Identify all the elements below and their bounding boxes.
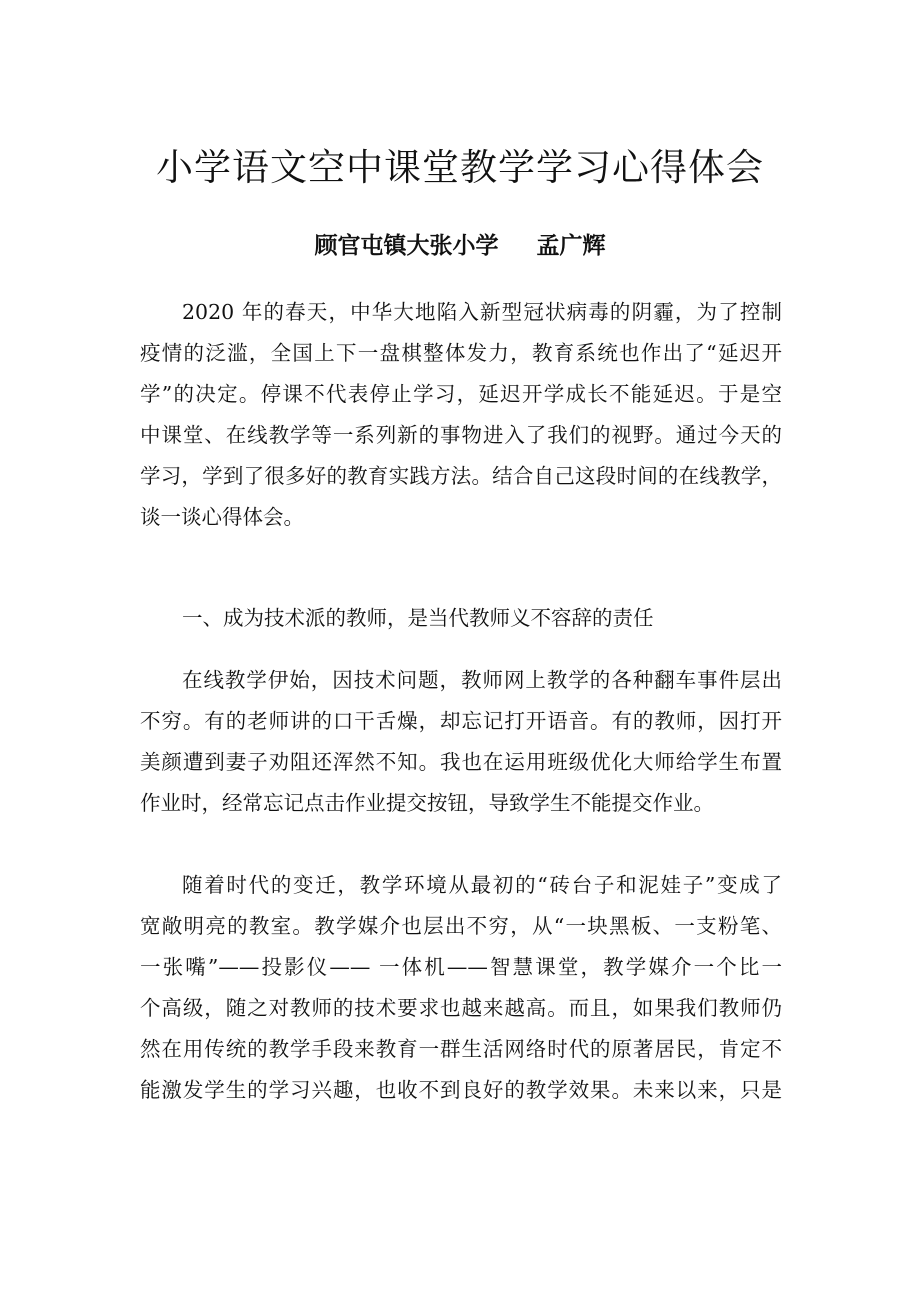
paragraph-line: 学”的决定。停课不代表停止学习，延迟开学成长不能延迟。于是空 (140, 382, 782, 406)
paragraph-line: 2020 年的春天，中华大地陷入新型冠状病毒的阴霾，为了控制 (182, 300, 782, 324)
paragraph-line: 在线教学伊始，因技术问题，教师网上教学的各种翻车事件层出 (182, 668, 782, 692)
paragraph-line: 一张嘴”——投影仪—— 一体机——智慧课堂，教学媒介一个比一 (140, 955, 782, 979)
paragraph-intro (140, 292, 782, 538)
paragraph-line: 谈一谈心得体会。 (140, 505, 304, 529)
paragraph-line: 美颜遭到妻子劝阻还浑然不知。我也在运用班级优化大师给学生布置 (140, 750, 782, 774)
paragraph-media-evolution (140, 865, 782, 1111)
section-heading (140, 598, 782, 639)
author-name: 孟广辉 (536, 233, 606, 259)
paragraph-line: 随着时代的变迁，教学环境从最初的“砖台子和泥娃子”变成了 (182, 873, 782, 897)
paragraph-tech-issues (140, 660, 782, 824)
author-school: 顾官屯镇大张小学 (314, 233, 499, 259)
paragraph-line: 宽敞明亮的教室。教学媒介也层出不穷，从“一块黑板、一支粉笔、 (140, 914, 782, 938)
paragraph-line: 能激发学生的学习兴趣，也收不到良好的教学效果。未来以来，只是 (140, 1078, 782, 1102)
paragraph-line: 然在用传统的教学手段来教育一群生活网络时代的原著居民，肯定不 (140, 1037, 782, 1061)
paragraph-line: 个高级，随之对教师的技术要求也越来越高。而且，如果我们教师仍 (140, 996, 782, 1020)
paragraph-line: 疫情的泛滥，全国上下一盘棋整体发力，教育系统也作出了“延迟开 (140, 341, 782, 365)
paragraph-line: 作业时，经常忘记点击作业提交按钮，导致学生不能提交作业。 (140, 791, 714, 815)
paragraph-line: 学习，学到了很多好的教育实践方法。结合自己这段时间的在线教学， (140, 464, 782, 488)
paragraph-line: 不穷。有的老师讲的口干舌燥，却忘记打开语音。有的教师，因打开 (140, 709, 782, 733)
author-line (0, 226, 920, 266)
section-heading-text: 一、成为技术派的教师，是当代教师义不容辞的责任 (182, 606, 654, 630)
document-title: 小学语文空中课堂教学学习心得体会 (156, 146, 764, 189)
paragraph-line: 中课堂、在线教学等一系列新的事物进入了我们的视野。通过今天的 (140, 423, 782, 447)
